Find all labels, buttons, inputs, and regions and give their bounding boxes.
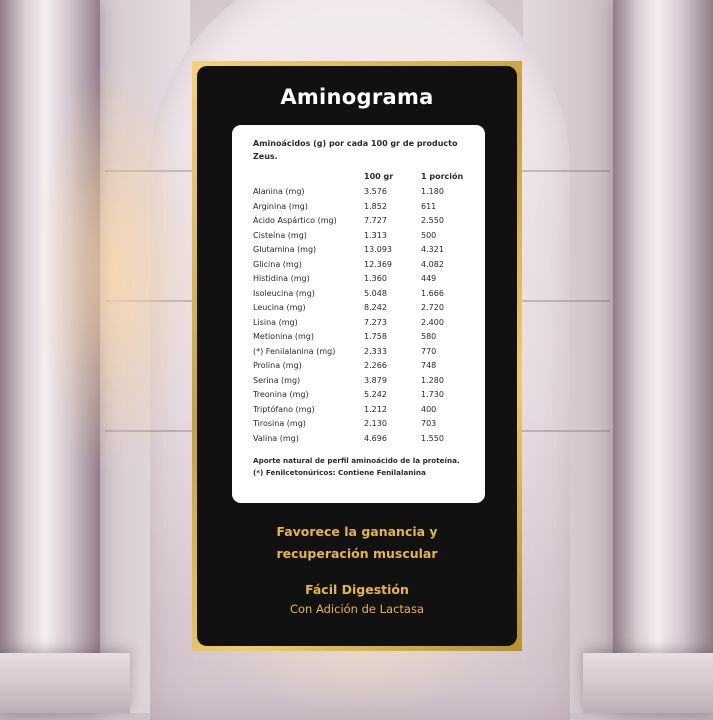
info-panel — [197, 66, 517, 646]
table-row — [253, 347, 473, 362]
left-column-base — [0, 653, 130, 713]
table-row — [253, 187, 473, 202]
value-100g: 7.273 — [364, 317, 387, 327]
column-header-portion: 1 porción — [421, 172, 464, 181]
aminoacid-name: Triptófano (mg) — [253, 404, 315, 414]
stone-line — [520, 300, 610, 302]
digestion-subtitle: Con Adición de Lactasa — [289, 602, 425, 616]
table-row — [253, 216, 473, 231]
benefit-line-2: recuperación muscular — [276, 546, 438, 561]
phenylketonuric-warning: (*) Fenilcetonúricos: Contiene Fenilalanina — [253, 468, 426, 477]
table-row — [253, 376, 473, 391]
aminoacid-name: Isoleucina (mg) — [253, 288, 315, 298]
table-row — [253, 361, 473, 376]
aminoacid-name: Arginina (mg) — [253, 201, 308, 211]
value-portion: 1.180 — [421, 187, 444, 196]
table-row — [253, 231, 473, 246]
value-100g: 8.242 — [364, 303, 387, 312]
benefit-line-1: Favorece la ganancia y — [276, 524, 438, 539]
value-100g: 2.333 — [364, 346, 387, 356]
digestion-title: Fácil Digestión — [305, 582, 409, 597]
value-100g: 3.576 — [364, 187, 387, 196]
table-row — [253, 260, 473, 275]
right-column-base — [583, 653, 713, 713]
value-portion: 4.321 — [421, 245, 444, 254]
aminoacid-name: Prolina (mg) — [253, 361, 302, 370]
value-portion: 580 — [421, 332, 437, 341]
value-100g: 1.758 — [364, 332, 387, 341]
aminoacid-name: Leucina (mg) — [253, 303, 306, 312]
aminoacid-name: Treonina (mg) — [253, 390, 309, 399]
value-portion: 500 — [421, 230, 437, 240]
stone-line — [520, 170, 610, 172]
card-header: Aminoácidos (g) por cada 100 gr de producto Zeus. — [253, 139, 458, 161]
value-portion: 2.400 — [421, 317, 444, 327]
column-header-100g: 100 gr — [364, 172, 394, 181]
value-100g: 12.369 — [364, 259, 392, 269]
aminoacid-name: Valina (mg) — [253, 433, 299, 443]
aminoacid-name: Serina (mg) — [253, 375, 301, 385]
gold-frame — [192, 61, 522, 651]
value-portion: 2.550 — [421, 216, 444, 225]
value-100g: 4.696 — [364, 433, 387, 443]
table-row — [253, 390, 473, 405]
table-row — [253, 318, 473, 333]
table-row — [253, 274, 473, 289]
table-row — [253, 245, 473, 260]
value-portion: 611 — [421, 201, 437, 211]
value-100g: 1.852 — [364, 201, 387, 211]
value-portion: 1.280 — [421, 375, 444, 385]
aminoacid-name: Tirosina (mg) — [253, 419, 306, 428]
card-footer — [253, 455, 473, 479]
value-100g: 5.242 — [364, 390, 387, 399]
value-portion: 1.730 — [421, 390, 444, 399]
stone-line — [520, 430, 610, 432]
value-100g: 3.879 — [364, 375, 387, 385]
aminoacid-name: Lisina (mg) — [253, 317, 298, 327]
aminoacid-name: Cisteína (mg) — [253, 230, 307, 240]
value-portion: 1.666 — [421, 288, 444, 298]
aminoacid-name: Alanina (mg) — [253, 187, 305, 196]
table-row — [253, 202, 473, 217]
aminoacid-name: Histidina (mg) — [253, 274, 310, 283]
aminoacid-name: Metionina (mg) — [253, 332, 314, 341]
value-portion: 1.550 — [421, 433, 444, 443]
value-100g: 1.212 — [364, 404, 387, 414]
footer-note: Aporte natural de perfil aminoácido de la proteína. — [253, 456, 460, 465]
value-portion: 2.720 — [421, 303, 444, 312]
value-portion: 703 — [421, 419, 437, 428]
value-100g: 7.727 — [364, 216, 387, 225]
value-portion: 4.082 — [421, 259, 444, 269]
value-100g: 1.313 — [364, 230, 387, 240]
value-portion: 748 — [421, 361, 437, 370]
value-100g: 2.130 — [364, 419, 387, 428]
table-row — [253, 332, 473, 347]
aminogram-card — [232, 125, 485, 503]
aminoacid-name: Ácido Aspártico (mg) — [253, 216, 337, 225]
value-portion: 400 — [421, 404, 437, 414]
aminoacid-table — [253, 187, 473, 448]
value-portion: 449 — [421, 274, 437, 283]
aminoacid-name: (*) Fenilalanina (mg) — [253, 346, 336, 356]
table-row — [253, 289, 473, 304]
light-glow — [35, 60, 195, 480]
value-100g: 5.048 — [364, 288, 387, 298]
value-portion: 770 — [421, 346, 437, 356]
aminoacid-name: Glutamina (mg) — [253, 245, 317, 254]
benefit-text — [197, 521, 517, 565]
table-row — [253, 405, 473, 420]
table-row — [253, 419, 473, 434]
table-row — [253, 303, 473, 318]
value-100g: 2.266 — [364, 361, 387, 370]
value-100g: 1.360 — [364, 274, 387, 283]
aminoacid-name: Glicina (mg) — [253, 259, 302, 269]
right-column — [613, 0, 713, 713]
table-row — [253, 434, 473, 449]
value-100g: 13.093 — [364, 245, 392, 254]
page-title: Aminograma — [280, 85, 434, 109]
